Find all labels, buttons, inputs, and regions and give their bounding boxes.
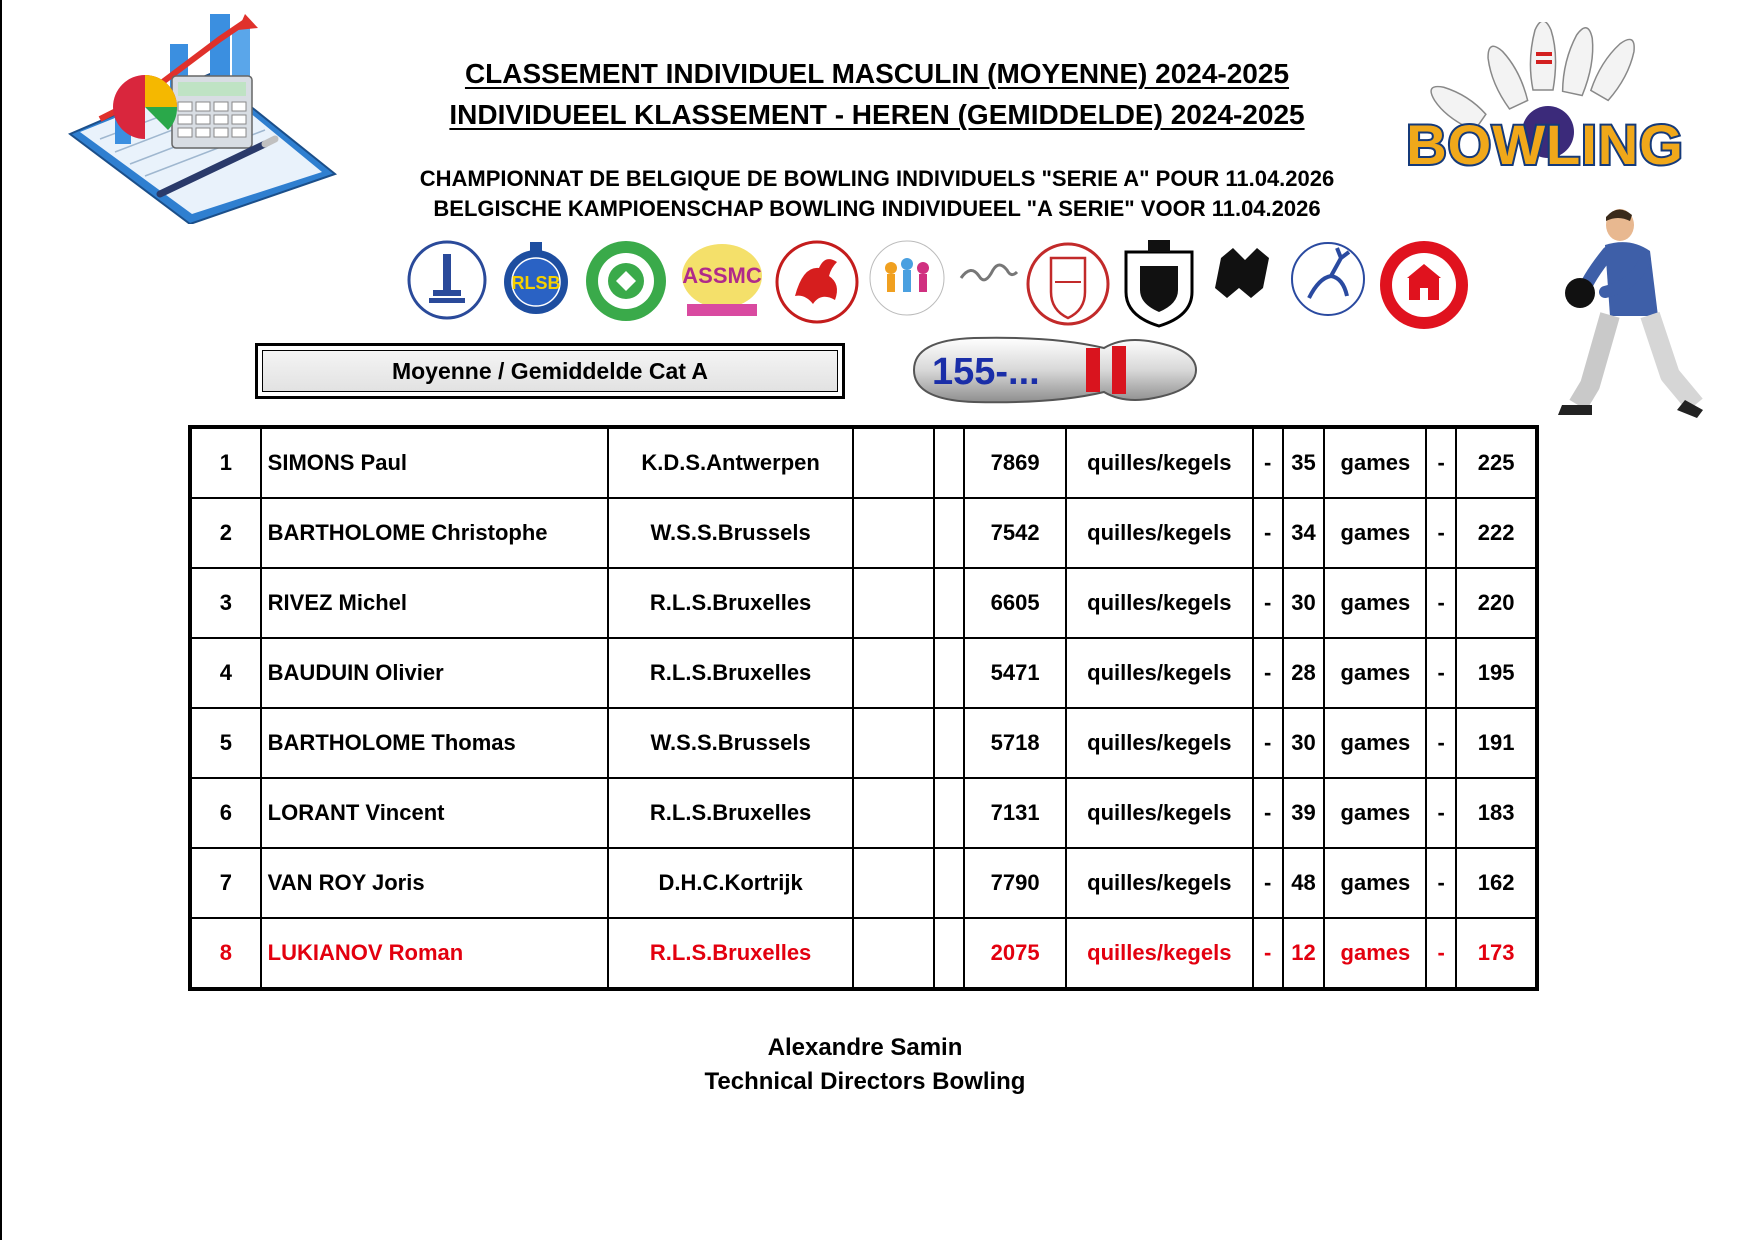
- dash-cell: -: [1426, 638, 1456, 708]
- empty-cell: [934, 918, 964, 989]
- table-row: [190, 638, 1537, 708]
- dash-cell: -: [1253, 638, 1283, 708]
- title-french: CLASSEMENT INDIVIDUEL MASCULIN (MOYENNE) 2024-2025: [464, 58, 1290, 89]
- empty-cell: [853, 918, 935, 989]
- signature-name: Alexandre Samin: [767, 1034, 963, 1061]
- ranking-table: [188, 425, 1539, 991]
- dash-cell: -: [1426, 498, 1456, 568]
- name-cell: RIVEZ Michel: [261, 568, 609, 638]
- average-cell: 222: [1456, 498, 1537, 568]
- empty-cell: [853, 638, 935, 708]
- games-label-cell: games: [1324, 918, 1426, 989]
- lion-shield-logo: [1118, 238, 1200, 330]
- club-cell: W.S.S.Brussels: [608, 708, 853, 778]
- average-cell: 162: [1456, 848, 1537, 918]
- table-row: [190, 848, 1537, 918]
- club-cell: R.L.S.Bruxelles: [608, 918, 853, 989]
- unit-cell: quilles/kegels: [1066, 568, 1253, 638]
- unit-cell: quilles/kegels: [1066, 918, 1253, 989]
- subtitle-french: CHAMPIONNAT DE BELGIQUE DE BOWLING INDIVIDUELS "SERIE A" POUR 11.04.2026: [419, 166, 1335, 191]
- unit-cell: quilles/kegels: [1066, 778, 1253, 848]
- games-cell: 48: [1283, 848, 1325, 918]
- average-cell: 183: [1456, 778, 1537, 848]
- bowling-logo: [1390, 22, 1700, 192]
- games-cell: 30: [1283, 568, 1325, 638]
- dash-cell: -: [1253, 708, 1283, 778]
- table-row: [190, 498, 1537, 568]
- bowling-logo-text: BOWLING: [1406, 113, 1684, 176]
- rank-cell: 5: [190, 708, 261, 778]
- name-cell: SIMONS Paul: [261, 427, 609, 498]
- red-castle-seal-logo: [1377, 238, 1471, 332]
- red-crest-logo: [1025, 238, 1111, 330]
- games-cell: 28: [1283, 638, 1325, 708]
- games-cell: 39: [1283, 778, 1325, 848]
- average-cell: 191: [1456, 708, 1537, 778]
- club-cell: K.D.S.Antwerpen: [608, 427, 853, 498]
- rank-cell: 6: [190, 778, 261, 848]
- unit-cell: quilles/kegels: [1066, 498, 1253, 568]
- pins-cell: 7869: [964, 427, 1066, 498]
- club-cell: D.H.C.Kortrijk: [608, 848, 853, 918]
- empty-cell: [853, 848, 935, 918]
- empty-cell: [934, 708, 964, 778]
- dash-cell: -: [1426, 708, 1456, 778]
- club-cell: R.L.S.Bruxelles: [608, 778, 853, 848]
- red-dragon-logo: [773, 238, 861, 326]
- empty-cell: [853, 427, 935, 498]
- games-label-cell: games: [1324, 568, 1426, 638]
- subtitle-dutch: BELGISCHE KAMPIOENSCHAP BOWLING INDIVIDUEEL "A SERIE" VOOR 11.04.2026: [433, 196, 1321, 221]
- name-cell: LUKIANOV Roman: [261, 918, 609, 989]
- empty-cell: [853, 778, 935, 848]
- threshold-text: 155-...: [932, 351, 1040, 393]
- name-cell: VAN ROY Joris: [261, 848, 609, 918]
- pins-cell: 5471: [964, 638, 1066, 708]
- table-row: [190, 918, 1537, 989]
- name-cell: LORANT Vincent: [261, 778, 609, 848]
- assmc-logo: [677, 238, 767, 322]
- table-row: [190, 568, 1537, 638]
- games-cell: 30: [1283, 708, 1325, 778]
- empty-cell: [853, 568, 935, 638]
- empty-cell: [934, 427, 964, 498]
- pins-cell: 2075: [964, 918, 1066, 989]
- dash-cell: -: [1426, 778, 1456, 848]
- unit-cell: quilles/kegels: [1066, 638, 1253, 708]
- dash-cell: -: [1426, 918, 1456, 989]
- games-label-cell: games: [1324, 778, 1426, 848]
- rank-cell: 4: [190, 638, 261, 708]
- empty-cell: [853, 498, 935, 568]
- empty-cell: [934, 638, 964, 708]
- name-cell: BARTHOLOME Christophe: [261, 498, 609, 568]
- unit-cell: quilles/kegels: [1066, 708, 1253, 778]
- empty-cell: [853, 708, 935, 778]
- empty-cell: [934, 848, 964, 918]
- games-cell: 35: [1283, 427, 1325, 498]
- category-label: Moyenne / Gemiddelde Cat A: [262, 350, 838, 392]
- script-logo: [953, 238, 1023, 308]
- club-cell: R.L.S.Bruxelles: [608, 638, 853, 708]
- name-cell: BARTHOLOME Thomas: [261, 708, 609, 778]
- dash-cell: -: [1253, 427, 1283, 498]
- table-row: [190, 427, 1537, 498]
- dash-cell: -: [1426, 848, 1456, 918]
- colorful-figures-logo: [867, 238, 947, 318]
- black-crest-logo: [1213, 238, 1279, 308]
- empty-cell: [934, 568, 964, 638]
- games-label-cell: games: [1324, 708, 1426, 778]
- dash-cell: -: [1426, 568, 1456, 638]
- dash-cell: -: [1426, 427, 1456, 498]
- table-row: [190, 778, 1537, 848]
- signature-role: Technical Directors Bowling: [704, 1068, 1026, 1095]
- rlsb-logo-text: RLSB: [511, 273, 561, 293]
- rank-cell: 1: [190, 427, 261, 498]
- rank-cell: 8: [190, 918, 261, 989]
- title-dutch: INDIVIDUEEL KLASSEMENT - HEREN (GEMIDDELDE) 2024-2025: [449, 99, 1305, 130]
- pins-cell: 6605: [964, 568, 1066, 638]
- unit-cell: quilles/kegels: [1066, 427, 1253, 498]
- pins-cell: 7131: [964, 778, 1066, 848]
- category-box: [255, 343, 845, 399]
- empty-cell: [934, 778, 964, 848]
- club-cell: R.L.S.Bruxelles: [608, 568, 853, 638]
- average-cell: 220: [1456, 568, 1537, 638]
- average-cell: 225: [1456, 427, 1537, 498]
- rlsb-logo: [500, 238, 572, 322]
- rank-cell: 3: [190, 568, 261, 638]
- pins-cell: 5718: [964, 708, 1066, 778]
- club-logos-row: [405, 232, 1415, 332]
- assmc-logo-text: ASSMC: [682, 263, 762, 288]
- games-label-cell: games: [1324, 427, 1426, 498]
- rank-cell: 7: [190, 848, 261, 918]
- average-cell: 195: [1456, 638, 1537, 708]
- deer-logo: [1287, 238, 1369, 320]
- green-seal-logo: [583, 238, 669, 324]
- games-cell: 34: [1283, 498, 1325, 568]
- pins-cell: 7790: [964, 848, 1066, 918]
- average-cell: 173: [1456, 918, 1537, 989]
- club-cell: W.S.S.Brussels: [608, 498, 853, 568]
- pins-cell: 7542: [964, 498, 1066, 568]
- dash-cell: -: [1253, 848, 1283, 918]
- monument-seal-logo: [405, 238, 489, 322]
- table-row: [190, 708, 1537, 778]
- name-cell: BAUDUIN Olivier: [261, 638, 609, 708]
- dash-cell: -: [1253, 918, 1283, 989]
- games-cell: 12: [1283, 918, 1325, 989]
- dash-cell: -: [1253, 498, 1283, 568]
- games-label-cell: games: [1324, 638, 1426, 708]
- rank-cell: 2: [190, 498, 261, 568]
- dash-cell: -: [1253, 568, 1283, 638]
- threshold-pin: [908, 336, 1200, 404]
- games-label-cell: games: [1324, 498, 1426, 568]
- games-label-cell: games: [1324, 848, 1426, 918]
- unit-cell: quilles/kegels: [1066, 848, 1253, 918]
- dash-cell: -: [1253, 778, 1283, 848]
- empty-cell: [934, 498, 964, 568]
- bowler-illustration: [1550, 205, 1705, 420]
